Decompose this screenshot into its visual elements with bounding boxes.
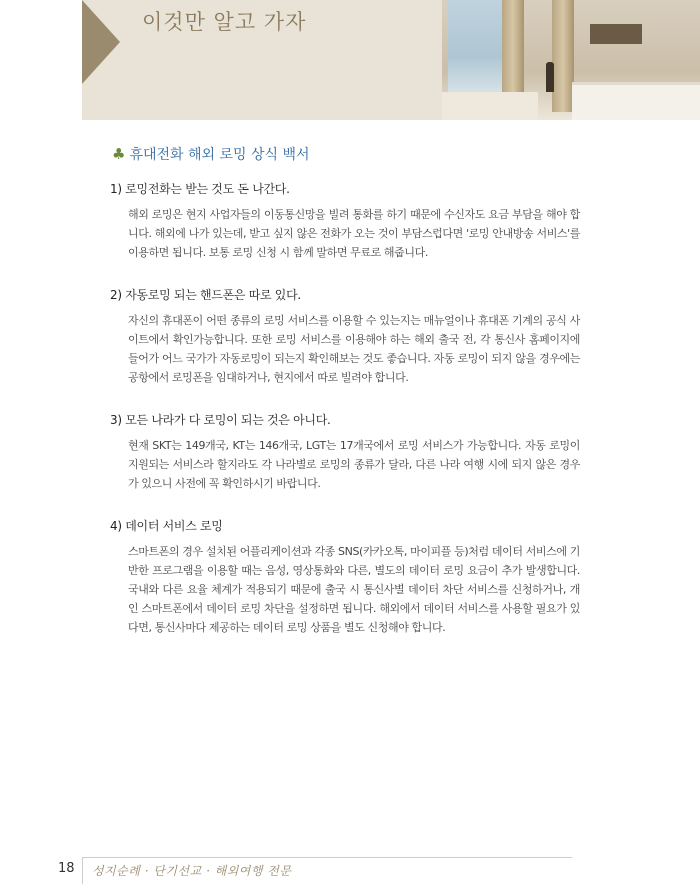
photo-window — [448, 0, 506, 94]
footer-tagline: 성지순례 · 단기선교 · 해외여행 전문 — [92, 864, 292, 878]
photo-bottle — [546, 62, 554, 92]
article-item — [112, 517, 580, 637]
article-content — [112, 144, 580, 661]
photo-wall-art — [590, 24, 642, 44]
hotel-room-photo — [442, 0, 700, 120]
footer-vertical-divider — [82, 857, 83, 884]
photo-sofa — [442, 92, 538, 120]
article-item — [112, 411, 580, 493]
item-title: 3) 모든 나라가 다 로밍이 되는 것은 아니다. — [110, 413, 331, 427]
photo-bed — [572, 82, 700, 120]
article-item — [112, 180, 580, 262]
article-item — [112, 286, 580, 387]
page-number: 18 — [58, 861, 75, 876]
footer-divider — [82, 857, 572, 858]
header-triangle-decoration — [82, 0, 120, 84]
item-title: 2) 자동로밍 되는 핸드폰은 따로 있다. — [110, 288, 301, 302]
item-body: 스마트폰의 경우 설치된 어플리케이션과 각종 SNS(카카오톡, 마이피플 등)처럼 데이터 서비스에 기반한 프로그램을 이용할 때는 음성, 영상통화와 다른, 별도의 데이터 로밍 요금이 추가 발생합니다. 국내와 다른 요율 체계가 적용되기 때문에 출국 시 통신사별 데이터 차단 서비스를 신청하거나, 개인 스마트폰에서 데이터 로밍 차단을 설정하면 됩니다. 해외에서 데이터 서비스를 사용할 필요가 있다면, 통신사마다 제공하는 데이터 로밍 상품을 별도 신청해야 합니다. — [128, 545, 580, 634]
section-heading — [112, 144, 580, 164]
item-title: 4) 데이터 서비스 로밍 — [110, 519, 223, 533]
page-title: 이것만 알고 가자 — [142, 10, 307, 34]
club-icon: ♣ — [112, 144, 126, 163]
page-header — [82, 0, 700, 120]
photo-curtain — [552, 0, 574, 112]
item-body: 해외 로밍은 현지 사업자들의 이동통신망을 빌려 통화를 하기 때문에 수신자도 요금 부담을 해야 합니다. 해외에 나가 있는데, 받고 싶지 않은 전화가 오는 것이 부담스럽다면 '로밍 안내방송 서비스'를 이용하면 됩니다. 보통 로밍 신청 시 함께 말하면 무료로 해줍니다. — [128, 208, 580, 259]
item-body: 자신의 휴대폰이 어떤 종류의 로밍 서비스를 이용할 수 있는지는 매뉴얼이나 휴대폰 기계의 공식 사이트에서 확인가능합니다. 또한 로밍 서비스를 이용해야 하는 해외 출국 전, 각 통신사 홈페이지에 들어가 어느 국가가 자동로밍이 되는지 확인해보는 것도 좋습니다. 자동 로밍이 되지 않을 경우에는 공항에서 로밍폰을 임대하거나, 현지에서 따로 빌려야 합니다. — [128, 314, 580, 384]
item-title: 1) 로밍전화는 받는 것도 돈 나간다. — [110, 182, 290, 196]
section-title: 휴대전화 해외 로밍 상식 백서 — [129, 147, 310, 163]
item-body: 현재 SKT는 149개국, KT는 146개국, LGT는 17개국에서 로밍 서비스가 가능합니다. 자동 로밍이 지원되는 서비스라 할지라도 각 나라별로 로밍의 종류가 달라, 다른 나라 여행 시에 되지 않은 경우가 있으니 사전에 꼭 확인하시기 바랍니다. — [128, 439, 580, 490]
